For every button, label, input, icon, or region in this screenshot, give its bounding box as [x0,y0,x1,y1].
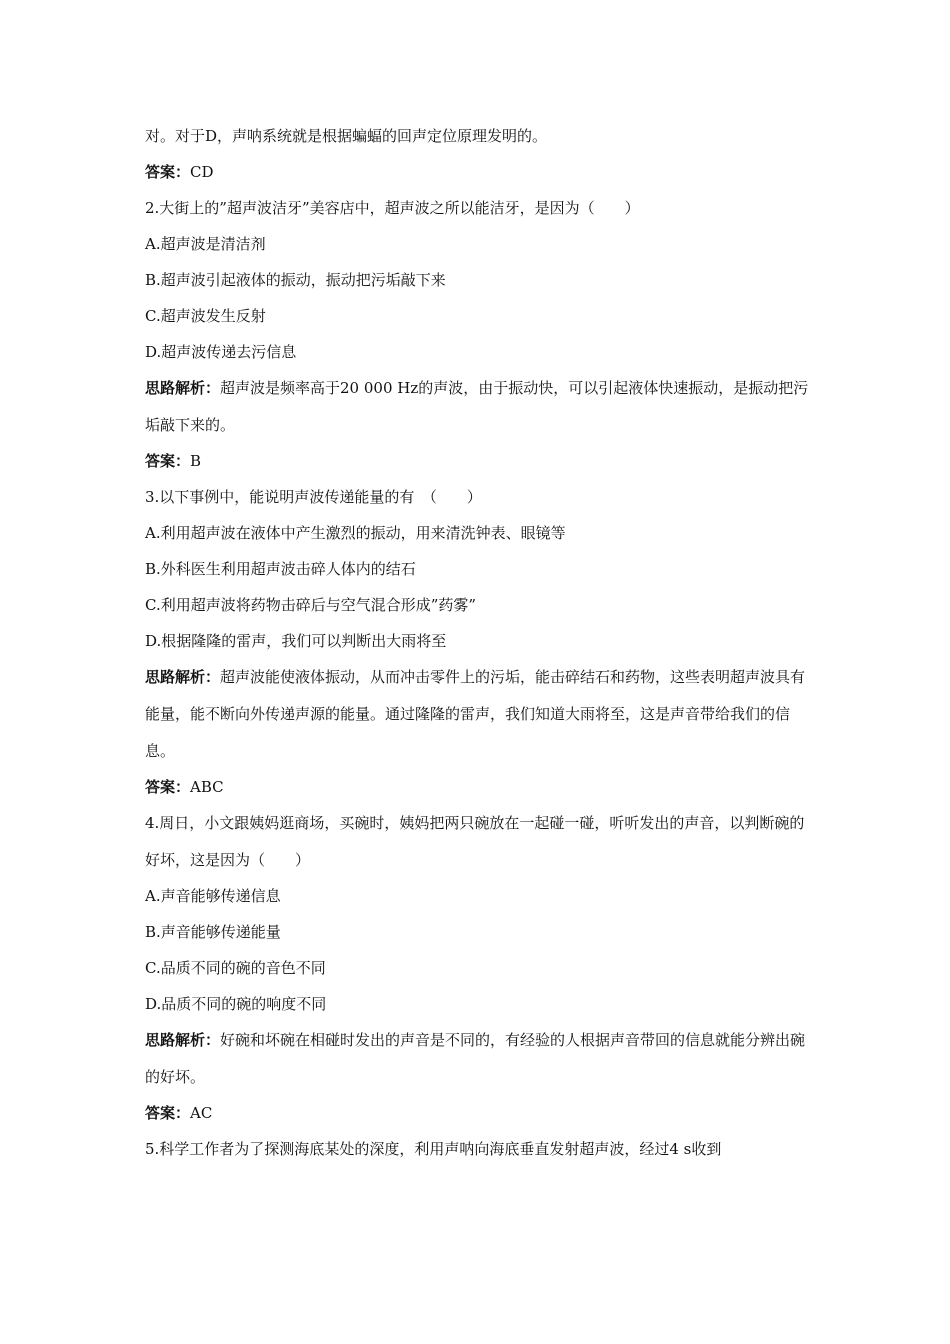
analysis-text: 好碗和坏碗在相碰时发出的声音是不同的，有经验的人根据声音带回的信息就能分辨出碗的好坏。 [145,1031,806,1086]
question-5-stem: 5.科学工作者为了探测海底某处的深度，利用声呐向海底垂直发射超声波，经过4 s收到 [145,1140,722,1158]
intro-text: 对。对于D，声呐系统就是根据蝙蝠的回声定位原理发明的。 [145,127,548,145]
question-4-option-d: D.品质不同的碗的响度不同 [145,995,327,1013]
question-2-analysis [145,370,810,444]
answer-1 [145,160,810,196]
answer-2 [145,449,810,485]
question-4-stem: 4.周日，小文跟姨妈逛商场，买碗时，姨妈把两只碗放在一起碰一碰，听听发出的声音，以判断碗的好坏，这是因为（ ） [145,814,805,869]
question-3-option-d: D.根据隆隆的雷声，我们可以判断出大雨将至 [145,632,447,650]
document-content [145,124,810,1173]
answer-label: 答案： [145,1104,191,1122]
question-4-option-a: A.声音能够传递信息 [145,887,281,905]
question-2-option-b: B.超声波引起液体的振动，振动把污垢敲下来 [145,271,446,289]
analysis-label: 思路解析： [145,1031,221,1049]
answer-value: ABC [190,778,224,796]
question-4-option-b: B.声音能够传递能量 [145,923,281,941]
analysis-label: 思路解析： [145,668,221,686]
answer-4 [145,1101,810,1137]
analysis-label: 思路解析： [145,379,221,397]
question-2-option-d: D.超声波传递去污信息 [145,343,297,361]
question-2-option-a: A.超声波是清洁剂 [145,235,266,253]
answer-label: 答案： [145,163,191,181]
question-2-option-c: C.超声波发生反射 [145,307,266,325]
question-3-analysis [145,659,810,770]
answer-value: CD [190,163,214,181]
question-3-option-a: A.利用超声波在液体中产生激烈的振动，用来清洗钟表、眼镜等 [145,524,566,542]
answer-value: B [190,452,202,470]
question-3-option-b: B.外科医生利用超声波击碎人体内的结石 [145,560,416,578]
analysis-text: 超声波是频率高于20 000 Hz的声波，由于振动快，可以引起液体快速振动，是振动把污垢敲下来的。 [145,379,809,434]
answer-label: 答案： [145,452,191,470]
answer-label: 答案： [145,778,191,796]
question-2-stem: 2.大街上的”超声波洁牙”美容店中，超声波之所以能洁牙，是因为（ ） [145,199,640,217]
question-3-option-c: C.利用超声波将药物击碎后与空气混合形成”药雾” [145,596,477,614]
answer-value: AC [190,1104,213,1122]
question-4-analysis [145,1022,810,1096]
analysis-text: 超声波能使液体振动，从而冲击零件上的污垢，能击碎结石和药物，这些表明超声波具有能量，能不断向外传递声源的能量。通过隆隆的雷声，我们知道大雨将至，这是声音带给我们的信息。 [145,668,806,760]
question-3-stem: 3.以下事例中，能说明声波传递能量的有 （ ） [145,488,482,506]
question-4-option-c: C.品质不同的碗的音色不同 [145,959,326,977]
